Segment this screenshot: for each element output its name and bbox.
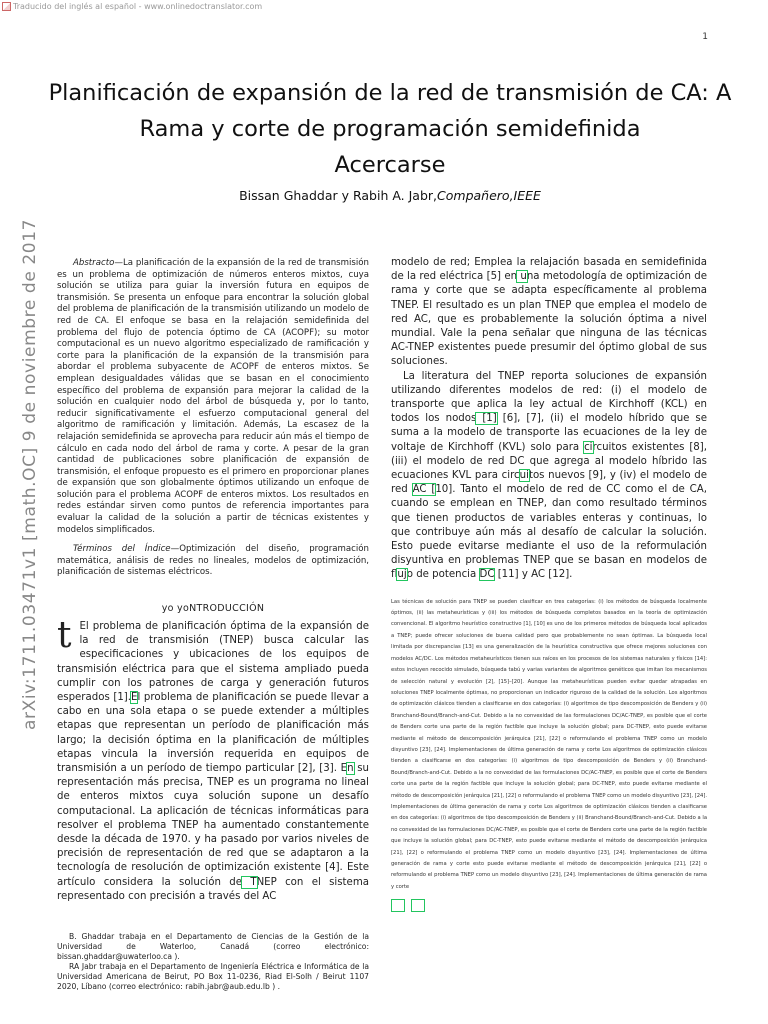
intro-text-a: El problema de planificación óptima de la expansión de la red de transmisión (TNEP) busca calcular las especificaciones y ubicaciones de los equipos de transmisión eléctrica para que el sistema ampliado pueda cumplir con los patrones de carga y generación futuros esperados [1].: [57, 621, 369, 704]
right-p2-d: tos nuevos [9], y (iv) el modelo de red: [391, 470, 708, 496]
right-p1-a: modelo de red; Emplea la relajación basada en semidefinida de la red eléctrica [5] en: [391, 257, 707, 283]
solution-techniques-paragraph: Las técnicas de solución para TNEP se pueden clasificar en tres categorías: (i) los métodos de búsqueda localmente óptimos, (ii) las metaheurísticas y (iii) los métodos de búsqueda completos basados en la teoría de optimización convencional. El algoritmo heurístico constructivo [1], [10] es uno de los primeros métodos de búsqueda local aplicados a TNEP; puede ofrecer soluciones de buena calidad pero que probablemente no sean óptimas. La búsqueda local limitada por discrepancias [13] es una generalización de la heurística constructiva que ofrece mejores soluciones con modelos AC/DC. Los métodos metaheurísticos tienen sus raíces en los procesos de los sistemas naturales y físicos [14]: estos incluyen recocido simulado, búsqueda tabú y varias variantes de algoritmos genéticos que imitan los mecanismos de selección natural y evolución [2], [15]–[20]. Aunque las metaheurísticas pueden evitar quedar atrapadas en soluciones TNEP localmente óptimas, no proporcionan un indicador riguroso de la calidad de la solución. Los algoritmos de optimización clásicos tienden a clasificarse en dos categorías: (i) algoritmos de tipo descomposición de Benders y (ii) Branchand-Bound/Branch-and-Cut. Debido a la no convexidad de las formulaciones DC/AC-TNEP, es posible que el corte de Benders corte una parte de la región factible que incluye la solución global; para DC-TNEP, esto puede evitarse mediante el método de descomposición jerárquica [21], [22] o reformulando el problema TNEP como un modelo disyuntivo [23], [24]. Implementaciones de última generación de rama y corte Los algoritmos de optimización clásicos tienden a clasificarse en dos categorías: (i) algoritmos de tipo descomposición de Benders y (ii) Branchand-Bound/Branch-and-Cut. Debido a la no convexidad de las formulaciones DC/AC-TNEP, es posible que el corte de Benders corte una parte de la región factible que incluye la solución global; para DC-TNEP, esto puede evitarse mediante el método de descomposición jerárquica [21], [22] o reformulando el problema TNEP como un modelo disyuntivo [23], [24]. Implementaciones de última generación de rama y corte Los algoritmos de optimización clásicos tienden a clasificarse en dos categorías: (i) algoritmos de tipo descomposición de Benders y (ii) Branchand-Bound/Branch-and-Cut. Debido a la no convexidad de las formulaciones DC/AC-TNEP, es posible que el corte de Benders corte una parte de la región factible que incluye la solución global; para DC-TNEP, esto puede evitarse mediante el método de descomposición jerárquica [21], [22] o reformulando el problema TNEP como un modelo disyuntivo [23], [24]. Implementaciones de última generación de rama y corte esto puede evitarse mediante el método de descomposición jerárquica [21], [22] o reformulando el problema TNEP como un modelo disyuntivo [23], [24]. Implementaciones de última generación de rama y corte: [391, 598, 707, 890]
highlight-box: n: [347, 763, 354, 775]
introduction-paragraph: [57, 615, 369, 904]
highlight-box: DC: [479, 569, 495, 581]
index-terms-label: Términos del Índice: [73, 544, 171, 555]
footnote-ghaddar: B. Ghaddar trabaja en el Departamento de Ciencias de la Gestión de la Universidad de Waterloo, Canadá (correo electrónico: bissan.ghaddar@uwaterloo.ca ).: [57, 932, 369, 962]
right-p2-c: rcuitos existentes [8], (iii) el modelo de red DC que agrega al modelo híbrido las ecuaciones KVL para circ: [391, 441, 707, 482]
translator-logo-icon: [2, 2, 11, 11]
abstract-label: Abstracto: [73, 258, 115, 268]
right-p2-e: 10]. Tanto el modelo de red de CC como el de CA, cuando se emplean en TNEP, dan como resultado términos que tienen productos de variables enteras y continuas, lo que contribuye aún más al desafío de calcular la solución. Esto puede evitarse mediante el uso de la reformulación disyuntiva en problemas TNEP que se basan en modelos de fl: [391, 484, 707, 581]
author-role: Compañero,IEEE: [437, 188, 541, 203]
intro-text-b: l problema de planificación se puede llevar a cabo en una sola etapa o se puede extender a múltiples etapas que representan un período de planificación más largo; la decisión óptima en la planificación de múltiples etapas vincula la inversión requerida en equipos de transmisión a un período de tiempo particular [2], [3]. E: [57, 692, 369, 775]
abstract: [57, 258, 369, 536]
right-p2-b: [6], [7], (ii) el modelo híbrido que se suma a la modelo de transporte las ecuaciones de la ley de voltaje de Kirchhoff (KVL) solo para: [391, 413, 707, 453]
title-line-1: Planificación de expansión de la red de transmisión de CA: A: [48, 80, 732, 106]
right-paragraph-2: [391, 370, 707, 583]
right-p2-g: [11] y AC [12].: [494, 569, 573, 581]
dropcap: t: [57, 615, 72, 657]
highlight-boxes: [391, 899, 707, 912]
arxiv-side-label-text: arXiv:1711.03471v1 [math.OC] 9 de noviembre de 2017: [20, 218, 40, 730]
right-p1-b: na metodología de optimización de rama y corte que se adapta específicamente al problema TNEP. El resultado es un plan TNEP que emplea el modelo de red AC, que es probablemente la solución óptima a nivel mundial. Vale la pena señalar que ninguna de las técnicas AC-TNEP existentes puede presumir del óptimo global de sus soluciones.: [391, 271, 707, 368]
right-p2-f: o de potencia: [406, 569, 480, 581]
footnote-jabr: RA Jabr trabaja en el Departamento de Ingeniería Eléctrica e Informática de la Universidad Americana de Beirut, PO Box 11-0236, Riad El-Solh / Beirut 1107 2020, Líbano (correo electrónico: rabih.jabr@aub.edu.lb ) .: [57, 962, 369, 992]
paper-title: [40, 75, 740, 183]
highlight-box: u: [517, 271, 527, 283]
authors: [40, 188, 740, 203]
author-names: Bissan Ghaddar y Rabih A. Jabr,: [239, 188, 438, 203]
section-heading-introduction: yo yoNTRODUCCIÓN: [161, 603, 265, 615]
banner-text[interactable]: Traducido del inglés al español - www.onlinedoctranslator.com: [13, 1, 263, 11]
highlight-box: [391, 899, 405, 912]
title-line-2: Rama y corte de programación semidefinida: [139, 116, 641, 142]
abstract-text: —La planificación de la expansión de la red de transmisión es un problema de optimización de números enteros mixtos, cuya solución se utiliza para guiar la inversión futura en equipos de transmisión. Se presenta un enfoque para encontrar la solución global del problema de planificación de la transmisión utilizando un modelo de red de CA. El enfoque se basa en la relajación semidefinida del problema del flujo de potencia óptimo de CA (ACOPF); su motor computacional es un nuevo algoritmo especializado de ramificación y corte para la planificación de la expansión de la transmisión para abordar el problema subyacente de ACOPF de enteros mixtos. Se emplean desigualdades válidas que se basan en el conocimiento específico del problema de expansión para mejorar la calidad de la solución en cualquier nodo del árbol de búsqueda y, por lo tanto, reducir significativamente el esfuerzo computacional general del algoritmo de ramificación y limitación. Además, La escasez de la relajación semidefinida se aprovecha para reducir aún más el tiempo de cálculo en cada nodo del árbol de rama y corte. A pesar de la gran cantidad de publicaciones sobre planificación de expansión de transmisión, el enfoque propuesto es el primero en proporcionar planes de expansión que son globalmente óptimos utilizando un enfoque de solución para el problema ACOPF de enteros mixtos. Los resultados en redes estándar sirven como puntos de referencia importantes para evaluar la calidad de la solución a partir de técnicas existentes y modelos simplificados.: [57, 258, 369, 535]
highlight-box: T: [242, 876, 257, 888]
right-column: [391, 256, 707, 912]
highlight-box: E: [131, 692, 138, 704]
left-column: [57, 258, 369, 992]
page-number: 1: [702, 32, 708, 42]
highlight-box: ci: [584, 441, 593, 453]
intro-text-d: NEP con el sistema representado con precisión a través del AC: [57, 876, 369, 902]
intro-text-c: su representación más precisa, TNEP es un programa no lineal de enteros mixtos cuya solución supone un desafío computacional. La aplicación de técnicas informáticas para resolver el problema TNEP ha aumentado constantemente desde la década de 1970. y ha pasado por varios niveles de precisión de representación de red que se adaptaron a la tecnología de resolución de optimización existente [4]. Este artículo considera la solución de: [57, 763, 369, 888]
title-line-3: Acercarse: [334, 152, 446, 178]
index-terms-text: —Optimización del diseño, programación matemática, análisis de redes no lineales, modelos de optimización, planificación de sistemas eléctricos.: [57, 544, 369, 578]
highlight-box: [1]: [476, 413, 497, 425]
highlight-box: ui: [519, 470, 529, 482]
author-footnote: [57, 932, 369, 992]
right-paragraph-1: [391, 256, 707, 370]
right-p2-a: La literatura del TNEP reporta soluciones de expansión utilizando diferentes modelos de red: (i) el modelo de transporte que aplica la ley actual de Kirchhoff (KCL) en todos los nodos: [391, 370, 707, 425]
translation-banner[interactable]: [0, 0, 262, 12]
index-terms: [57, 544, 369, 579]
highlight-box: AC [: [412, 484, 436, 496]
highlight-box: [411, 899, 425, 912]
highlight-box: uj: [397, 569, 407, 581]
